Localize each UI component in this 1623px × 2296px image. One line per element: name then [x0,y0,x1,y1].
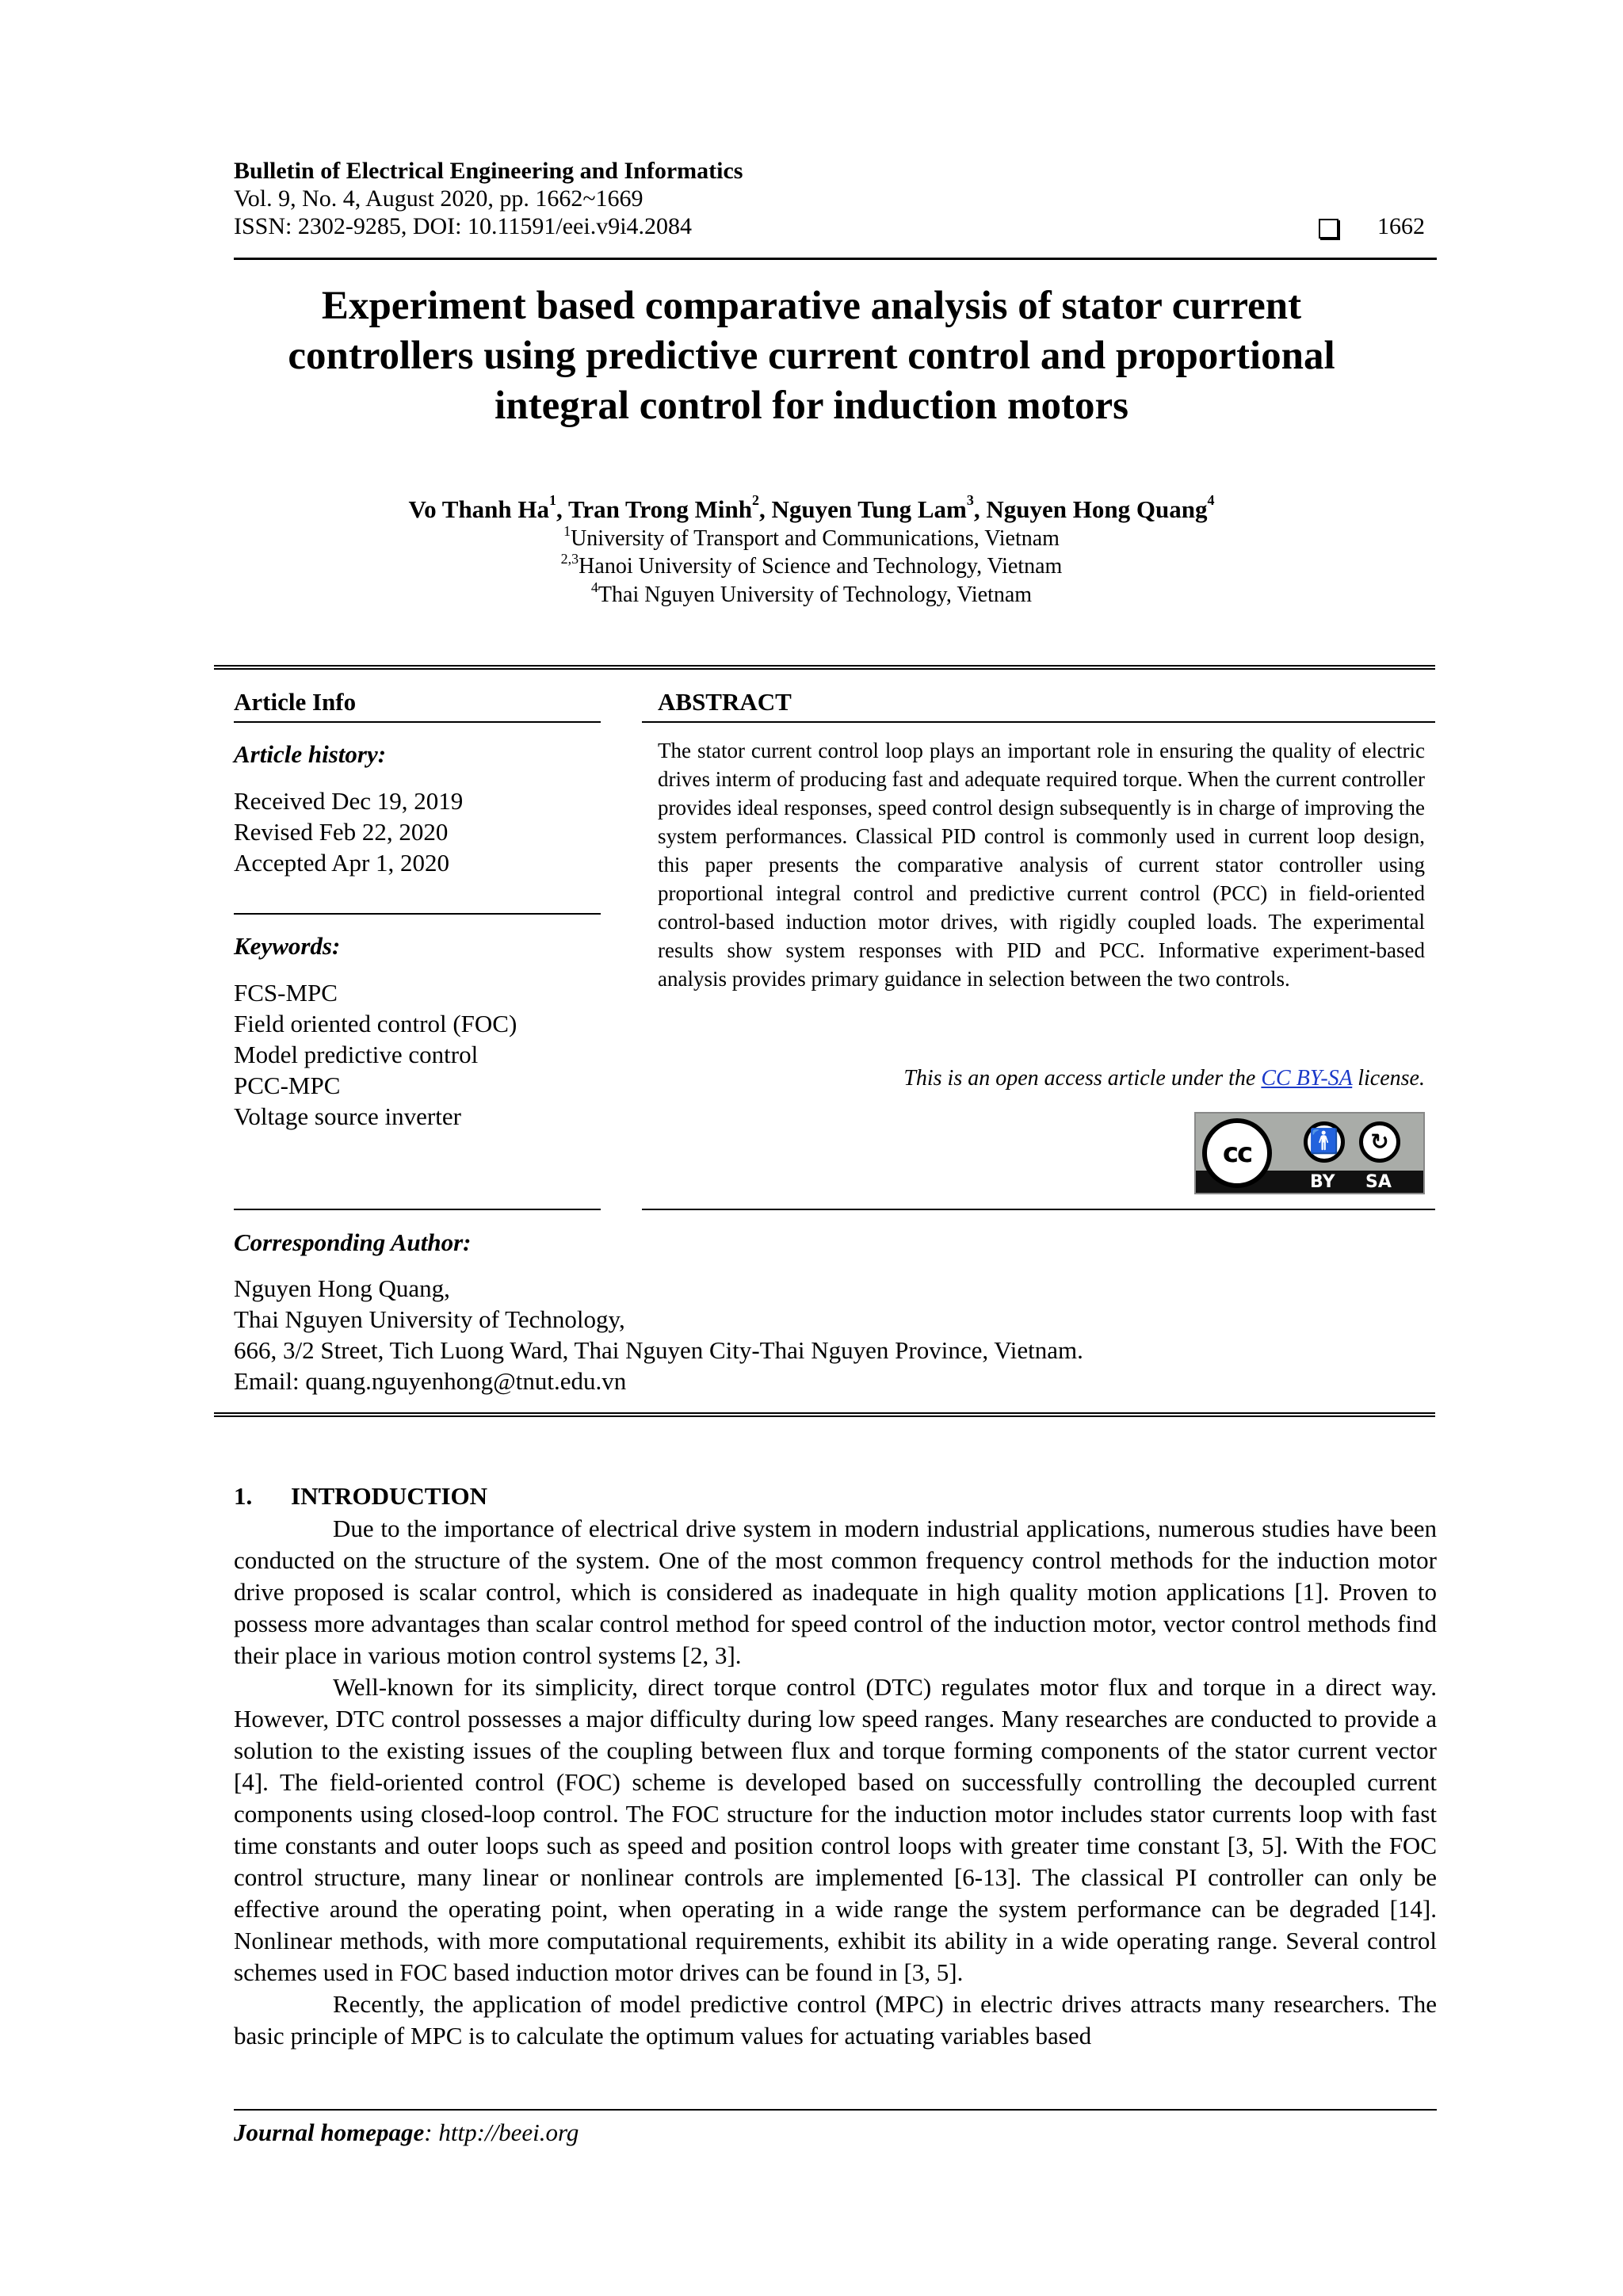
article-info-bottom-rule [234,1209,601,1210]
homepage-url[interactable]: http://beei.org [438,2118,579,2146]
header-rule [234,258,1437,260]
share-alike-icon: ↻ [1359,1121,1400,1163]
section-divider [214,665,1435,670]
page-number: 1662 [1377,213,1425,239]
author-list: Vo Thanh Ha$^1$, Tran Trong Minh$^2$, Nguyen Tung Lam$^3$, Nguyen Hong Quang$^4$ [408,492,1215,523]
journal-homepage: Journal homepage: http://beei.org [234,2118,579,2146]
author-sup: 2 [751,492,759,508]
abstract-text: The stator current control loop plays an important role in ensuring the quality of electric drives interm of producing fast and adequate required torque. When the current controller provides ideal responses, speed control design subsequently is in charge of improving the system performances. Classical PID control is commonly used in current loop design, this paper presents the comparative analysis of current stator controller using proportional integral control and predictive current control (PCC) in field-oriented control-based induction motor drives, with rigidly coupled loads. The experimental results show system responses with PID and PCC. Informative experiment-based analysis provides primary guidance in selection between the two controls. [658,739,1425,991]
abstract-rule [642,721,1435,723]
paragraph: Well-known for its simplicity, direct torque control (DTC) regulates motor flux and torque in a direct way. However, DTC control possesses a major difficulty during low speed ranges. Many researches are conducted to provide a solution to the existing issues of the coupling between flux and torque forming components of the stator current vector [4]. The field-oriented control (FOC) scheme is developed based on successfully controlling the decoupled current components using closed-loop control. The FOC structure for the induction motor includes stator currents loop with fast time constants and outer loops such as speed and position control loops with greater time constant [3, 5]. With the FOC control structure, many linear or nonlinear controls are implemented [6-13]. The classical PI controller can only be effective around the operating point, when operating in a wide range the system performance can be degraded [14]. Nonlinear methods, with more computational requirements, exhibit its ability in a wide operating range. Several control schemes used in FOC based induction motor drives can be found in [3, 5]. [234,1673,1437,1986]
paragraph: Recently, the application of model predictive control (MPC) in electric drives attracts many researchers. The basic principle of MPC is to calculate the optimum values for actuating variables based [234,1990,1437,2050]
author-sup: 1 [549,492,557,508]
corresponding-institution: Thai Nguyen University of Technology, [234,1305,625,1333]
affiliation [174,579,1449,608]
abstract-heading: ABSTRACT [658,688,792,716]
corresponding-name: Nguyen Hong Quang, [234,1274,450,1302]
abstract-bottom-rule [642,1209,1435,1210]
author-name: Tran Trong Minh [567,495,752,523]
keyword: PCC-MPC [234,1072,341,1099]
keyword: FCS-MPC [234,979,338,1007]
affiliation-sup: 1 [563,523,571,539]
journal-name: Bulletin of Electrical Engineering and Informatics [234,158,743,184]
affiliation-text: Thai Nguyen University of Technology, Vietnam [598,583,1033,607]
corresponding-email[interactable]: Email: quang.nguyenhong@tnut.edu.vn [234,1367,627,1395]
journal-issn: ISSN: 2302-9285, DOI: 10.11591/eei.v9i4.2084 [234,213,693,239]
corresponding-author-heading: Corresponding Author: [234,1228,472,1256]
license-prefix: This is an open access article under the [903,1066,1262,1091]
paper-title: Experiment based comparative analysis of stator current controllers using predictive current control and proportional integral control for induction motors [288,284,1335,428]
section-heading [234,1482,487,1511]
author-sup: 4 [1207,492,1215,508]
history-revised: Revised Feb 22, 2020 [234,818,449,846]
section-title: INTRODUCTION [291,1482,488,1510]
article-info-heading: Article Info [234,688,357,716]
footer-rule [234,2109,1437,2111]
affiliation-sup: 2,3 [560,551,579,567]
affiliation-text: University of Transport and Communications, Vietnam [571,526,1060,551]
checkbox-square-icon [1319,219,1338,239]
cc-icon: cc [1202,1118,1272,1188]
affiliation-sup: 4 [590,579,598,595]
author-name: Nguyen Tung Lam [771,495,967,523]
homepage-label: Journal homepage [234,2118,425,2146]
history-received: Received Dec 19, 2019 [234,787,464,815]
keyword: Field oriented control (FOC) [234,1010,517,1037]
keyword: Model predictive control [234,1041,479,1068]
section-number: 1. [234,1482,253,1510]
section-divider [214,1412,1435,1417]
attribution-icon: 🚹 [1304,1121,1345,1163]
corresponding-address: 666, 3/2 Street, Tich Luong Ward, Thai Nguyen City-Thai Nguyen Province, Vietnam. [234,1336,1083,1364]
license-statement [658,1066,1425,1091]
author-sup: 3 [966,492,974,508]
article-history-label: Article history: [234,740,387,768]
cc-by-sa-badge[interactable] [1194,1112,1425,1194]
keywords-rule [234,913,601,915]
author-name: Nguyen Hong Quang [986,495,1208,523]
journal-volume: Vol. 9, No. 4, August 2020, pp. 1662~1669 [234,185,643,212]
by-label: BY [1310,1172,1335,1192]
affiliation-text: Hanoi University of Science and Technology, Vietnam [579,554,1063,579]
article-info-rule [234,721,601,723]
paragraph: Due to the importance of electrical drive system in modern industrial applications, numerous studies have been conducted on the structure of the system. One of the most common frequency control methods for the induction motor drive proposed is scalar control, which is considered as inadequate in high quality motion applications [1]. Proven to possess more advantages than scalar control method for speed control of the induction motor, vector control methods find their place in various motion control systems [2, 3]. [234,1515,1437,1669]
sa-label: SA [1365,1172,1392,1192]
affiliation [174,523,1449,552]
license-suffix: license. [1352,1066,1425,1091]
license-link[interactable]: CC BY-SA [1261,1066,1353,1091]
introduction-body [234,1513,1437,2052]
keywords-label: Keywords: [234,932,341,960]
author-name: Vo Thanh Ha [408,495,550,523]
keyword: Voltage source inverter [234,1102,461,1130]
affiliation [174,551,1449,579]
history-accepted: Accepted Apr 1, 2020 [234,849,450,877]
